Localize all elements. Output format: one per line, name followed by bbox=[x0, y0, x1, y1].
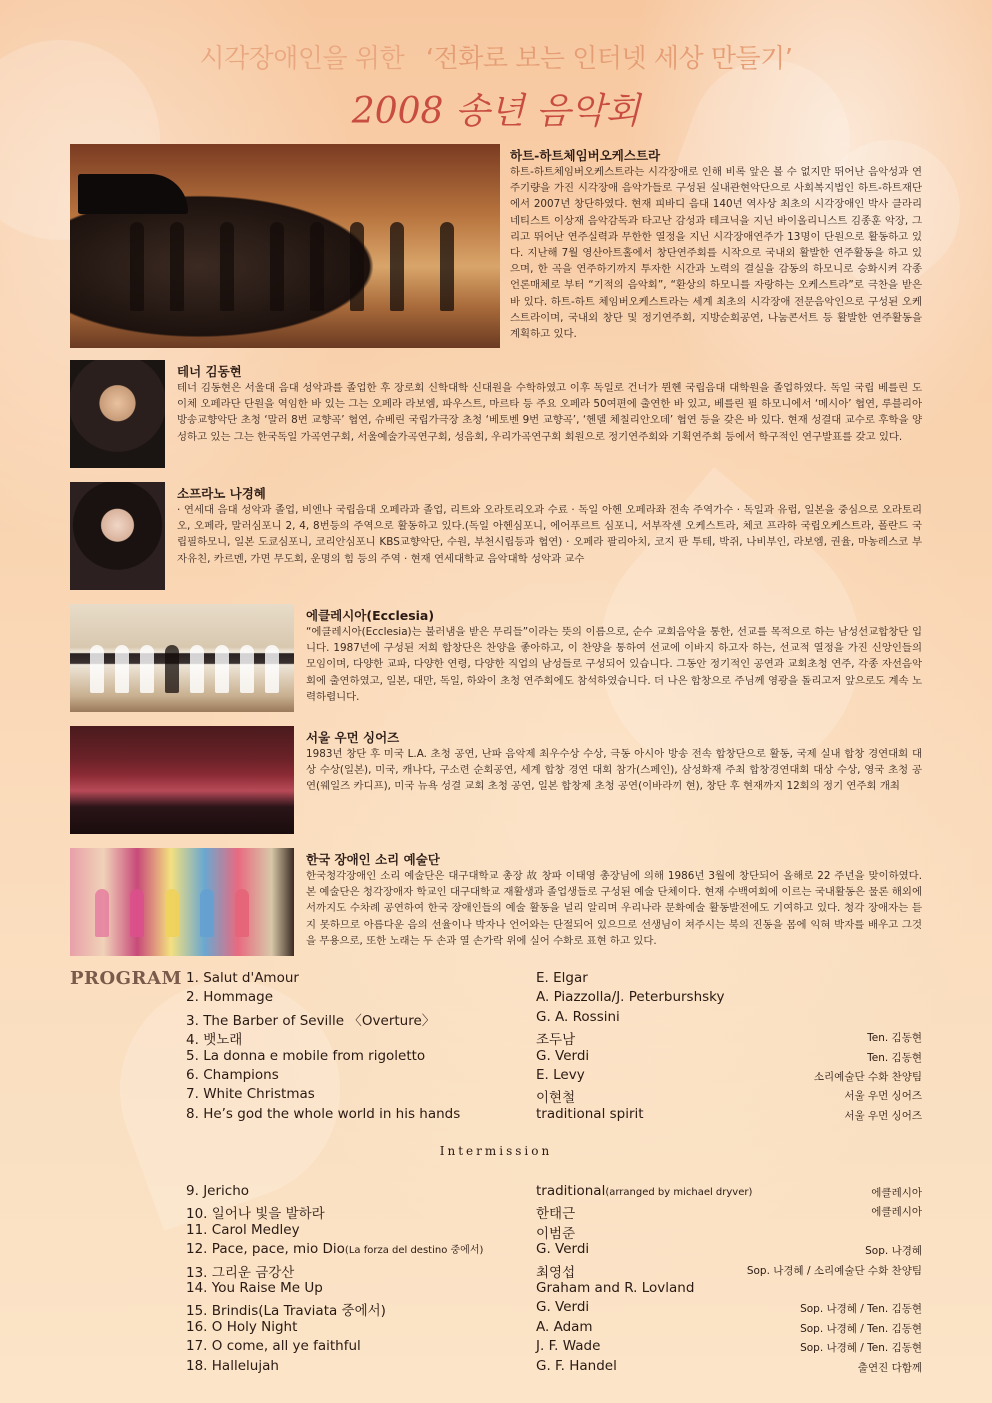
program-item-number: 16. bbox=[186, 1318, 208, 1335]
section-seoul-women-singers bbox=[70, 726, 922, 834]
program-item-performer: 서울 우먼 싱어즈 bbox=[844, 1090, 922, 1103]
program-item-number: 11. bbox=[186, 1221, 208, 1238]
program-item-number: 4. bbox=[186, 1032, 199, 1049]
program-item-composer-text: E. Elgar bbox=[536, 970, 588, 986]
program-item-composer-text: G. F. Handel bbox=[536, 1357, 617, 1374]
section-body: 테너 김동현은 서울대 음대 성악과를 졸업한 후 장로회 신학대학 신대원을 수학하였고 이후 독일로 건너가 뮌헨 국립음대 대학원을 졸업하였다. 독일 국립 베를린 도이체 오페라단 단원을 역임한 바 있는 그는 오페라 라보엠, 파우스트, 마르타 등 주요 오페라 50여편에 출연한 바 있고, 베를린 필 하모니에서 ‘메시아’ 협연, 루블리아 방송교향악단 초청 ‘말러 8번 교향곡’ 협연, 슈베린 국립가극장 초청 ‘베토벤 9번 교향곡’, ‘헨델 체칠리안오데’ 협연 등을 갖은 바 있다. 현재 성결대 교수로 후학을 양성하고 있는 그는 한국독일 가곡연구회, 서울예술가곡연구회, 성음회, 우리가곡연구회 회원으로 정기연주회와 기획연주회 등에서 학구적인 연구발표를 갖고 있다. bbox=[177, 382, 922, 443]
program-item-title bbox=[186, 1261, 294, 1281]
program-item-number: 12. bbox=[186, 1241, 208, 1258]
program-item-composer bbox=[536, 1222, 575, 1242]
program-item-composer bbox=[536, 970, 588, 986]
program-item-title-text: Jericho bbox=[203, 1183, 250, 1199]
section-korean-sori-troupe bbox=[70, 848, 922, 956]
program-item-performer: Sop. 나경혜 / Ten. 김동현 bbox=[800, 1303, 922, 1316]
program-item-composer-text: traditional bbox=[536, 1183, 606, 1199]
program-item-title bbox=[186, 1299, 386, 1319]
program-item-title bbox=[186, 1106, 460, 1122]
program-item-performer: 출연진 다함께 bbox=[857, 1361, 922, 1374]
program-item bbox=[70, 1299, 922, 1318]
section-body: 하트-하트체임버오케스트라는 시각장애로 인해 비록 앞은 볼 수 없지만 뛰어난 음악성과 연주기량을 가진 시각장애 음악가들로 구성된 실내관현악단으로 사회복지법인 하트-하트재단에서 2007년 창단하였다. 현재 피바디 음대 140년 역사상 최초의 시각장애인 박사 클라리네티스트 이상재 음악감독과 타고난 감성과 테크닉을 지닌 바이올리니스트 김종훈 악장, 그리고 뛰어난 연주실력과 무한한 열정을 지닌 시각장애연주가 13명이 단원으로 활동하고 있다. 지난해 7월 영산아트홀에서 창단연주회를 시작으로 국내외 활발한 연주활동을 하고 있으며, 한 곡을 연주하기까지 투자한 시간과 노력의 결실을 감동의 하모니로 승화시켜 각종 언론매체로 부터 “기적의 음악회”, “환상의 하모니를 자랑하는 오케스트라”로 극찬을 받은 바 있다. 하트-하트 체임버오케스트라는 세계 최초의 시각장애 전문음악인으로 구성된 오케스트라이며, 국내외 창단 및 정기연주회, 지방순회공연, 나눔콘서트 등 활발한 연주활동을 계획하고 있다. bbox=[510, 166, 922, 341]
program-item-composer-text: G. Verdi bbox=[536, 1299, 590, 1316]
subtitle bbox=[0, 38, 992, 75]
program-item bbox=[70, 1280, 922, 1299]
program-item-performer: Sop. 나경혜 / Ten. 김동현 bbox=[800, 1342, 922, 1355]
subtitle-prefix: 시각장애인을 위한 bbox=[199, 44, 405, 74]
section-title: 하트-하트체임버오케스트라 bbox=[510, 148, 661, 163]
program-item-number: 2. bbox=[186, 989, 199, 1006]
program-item-title-text: 그리운 금강산 bbox=[211, 1264, 295, 1281]
program-item-composer bbox=[536, 989, 725, 1005]
program-item-composer bbox=[536, 1299, 589, 1315]
section-soprano bbox=[70, 482, 922, 590]
program-label: PROGRAM bbox=[70, 968, 182, 989]
program-item-performer: Ten. 김동현 bbox=[867, 1051, 922, 1064]
program-item-title bbox=[186, 1338, 361, 1354]
program-item-title-text: Hommage bbox=[203, 989, 274, 1006]
program-item-composer-text: Graham and R. Lovland bbox=[536, 1280, 695, 1296]
section-body: 1983년 창단 후 미국 L.A. 초청 공연, 난파 음악제 최우수상 수상, 극동 아시아 방송 전속 합창단으로 활동, 국제 실내 합창 경연대회 대상 수상(일본), 미국, 캐나다, 구소련 순회공연, 세계 합창 경연 대회 참가(스페인), 삼성화재 주최 합창경연대회 대상 수상, 영국 초청 공연(웨일즈 카디프), 미국 뉴욕 성결 교회 초청 공연, 일본 합창제 초청 공연(이바라끼 현), 창단 후 현재까지 12회의 정기 연주회 개최 bbox=[306, 748, 922, 793]
program-item bbox=[70, 1106, 922, 1125]
program-item-number: 14. bbox=[186, 1280, 208, 1296]
program-item-performer: 에클레시아 bbox=[871, 1187, 922, 1199]
program-item-title bbox=[186, 1067, 279, 1083]
section-body: · 연세대 음대 성악과 졸업, 비엔나 국립음대 오페라과 졸업, 리트와 오라토리오과 수료 · 독일 아헨 오페라좌 전속 주역가수 · 독일과 유럽, 일본을 중심으로 오라토리오, 오페라, 말러심포니 2, 4, 8번등의 주역으로 활동하고 있다.(독일 아헨심포니, 에어푸르트 심포니, 서부작센 오케스트라, 체코 프라하 국립오케스트라, 폴란드 국립필하모니, 일본 도쿄심포니, 코리안심포니 KBS교향악단, 수원, 부천시립등과 협연) · 오페라 팔리아치, 코지 판 투테, 박쥐, 나비부인, 라보엠, 권율, 마농레스코 부자유친, 카르멘, 가면 무도회, 운명의 힘 등의 주역 · 현재 연세대학교 음악대학 성악과 교수 bbox=[177, 504, 922, 565]
program-item bbox=[70, 1261, 922, 1280]
program-item bbox=[70, 1202, 922, 1221]
program-item-composer-note: (arranged by michael dryver) bbox=[605, 1187, 753, 1198]
section-tenor bbox=[70, 360, 922, 468]
program-item-composer bbox=[536, 1202, 575, 1222]
seoul-women-singers-photo bbox=[70, 726, 294, 834]
program-item bbox=[70, 1183, 922, 1202]
program-item-performer: 에클레시아 bbox=[871, 1206, 922, 1219]
program-item-title bbox=[186, 1202, 325, 1222]
program-item-composer-text: A. Piazzolla/J. Peterburshsky bbox=[536, 989, 725, 1006]
page-title: 2008 송년 음악회 bbox=[351, 91, 641, 132]
section-body: 한국청각장애인 소리 예술단은 대구대학교 총장 故 창파 이태영 총장님에 의해 1986년 3월에 창단되어 올해로 22 주년을 맞이하였다. 본 예술단은 청각장애자 학교인 대구대학교 재활생과 졸업생들로 구성된 예술 단체이다. 현재 수백여회에 이르는 국내활동은 물론 해외에서까지도 수차례 공연하여 한국 장애인들의 예술 활동을 널리 알리며 우리나라 문화예술 활동발전에도 기여하고 있다. 청각 장애자는 듣지 못하므로 아름다운 음의 선율이나 박자나 언어와는 단절되어 있으므로 선생님이 쳐주시는 북의 진동을 몸에 익혀 박자를 배우고 그것을 무용으로, 또한 노래는 두 손과 열 손가락 위에 실어 수화로 표현 하고 있다. bbox=[306, 870, 922, 947]
section-title: 에클레시아(Ecclesia) bbox=[306, 608, 435, 623]
program-item-composer bbox=[536, 1009, 620, 1025]
program-item-title bbox=[186, 989, 273, 1005]
program-item-composer bbox=[536, 1067, 585, 1083]
program-item-title-text: Champions bbox=[203, 1067, 279, 1083]
section-heart-heart-orchestra bbox=[70, 144, 922, 348]
program-item-number: 15. bbox=[186, 1303, 208, 1320]
program-item-composer bbox=[536, 1338, 600, 1354]
program-item-composer-text: G. Verdi bbox=[536, 1047, 590, 1064]
program-item-composer bbox=[536, 1241, 589, 1257]
program-item-composer-text: 이범준 bbox=[536, 1225, 576, 1242]
program-item-title bbox=[186, 1009, 435, 1029]
program-item bbox=[70, 989, 922, 1008]
program-item-title-text: 뱃노래 bbox=[203, 1032, 243, 1049]
soprano-photo bbox=[70, 482, 165, 590]
program-item-number: 1. bbox=[186, 970, 199, 986]
piano-shape bbox=[78, 174, 188, 214]
program-item bbox=[70, 1028, 922, 1047]
program-item-composer-text: G. A. Rossini bbox=[536, 1008, 620, 1025]
program-item bbox=[70, 970, 922, 989]
program-item-number: 6. bbox=[186, 1067, 199, 1083]
program-item-title bbox=[186, 1028, 242, 1048]
ecclesia-photo bbox=[70, 604, 294, 712]
intermission-label: Intermission bbox=[439, 1144, 553, 1158]
program-item-performer: Ten. 김동현 bbox=[867, 1032, 922, 1045]
program-item-composer bbox=[536, 1319, 593, 1335]
sori-troupe-photo bbox=[70, 848, 294, 956]
program-item-number: 13. bbox=[186, 1264, 208, 1281]
program-item-composer bbox=[536, 1358, 617, 1374]
program-item-title-note: (La forza del destino 중에서) bbox=[344, 1245, 484, 1257]
subtitle-quote: ‘전화로 보는 인터넷 세상 만들기’ bbox=[425, 44, 793, 74]
section-title: 한국 장애인 소리 예술단 bbox=[306, 852, 440, 867]
program-item-title bbox=[186, 970, 299, 986]
program-item-title-text: White Christmas bbox=[203, 1086, 315, 1103]
program-item-composer-text: E. Levy bbox=[536, 1067, 585, 1083]
program-item-title bbox=[186, 1358, 279, 1374]
program-item bbox=[70, 1338, 922, 1357]
program-item-title-text: Hallelujah bbox=[211, 1357, 279, 1374]
section-title: 테너 김동현 bbox=[177, 364, 242, 379]
section-ecclesia bbox=[70, 604, 922, 712]
program-item-number: 5. bbox=[186, 1047, 199, 1064]
program-item bbox=[70, 1241, 922, 1260]
program-item-composer bbox=[536, 1280, 694, 1296]
program-item-number: 17. bbox=[186, 1338, 208, 1355]
program-item bbox=[70, 1319, 922, 1338]
program-item-composer bbox=[536, 1028, 575, 1048]
program-item-title-text: Brindis(La Traviata 중에서) bbox=[211, 1303, 386, 1320]
program-item bbox=[70, 1009, 922, 1028]
section-body: “에클레시아(Ecclesia)는 불러냄을 받은 무리들”이라는 뜻의 이름으로, 순수 교회음악을 통한, 선교를 목적으로 하는 남성선교합창단 입니다. 1987년에 구성된 저희 합창단은 찬양을 좋아하고, 이 찬양을 통하여 선교에 이바지 하고자 하는, 선교적 열정을 가진 신앙인들의 모임이며, 다양한 교파, 다양한 연령, 다양한 직업의 남성들로 구성되어 있습니다. 그동안 정기적인 공연과 교회초청 연주, 각종 자선음악회에 출연하였고, 일본, 대만, 독일, 하와이 초청 연주회에도 참석하였습니다. 더 나은 합창으로 주님께 영광을 돌리고저 앞으로도 계속 노력하렵니다. bbox=[306, 626, 922, 703]
program-item-title-text: The Barber of Seville 〈Overture〉 bbox=[203, 1012, 436, 1029]
program-item-composer bbox=[536, 1086, 575, 1106]
program-item-title-text: O come, all ye faithful bbox=[211, 1338, 361, 1355]
program-item-composer-text: 이현철 bbox=[536, 1090, 576, 1107]
page-header bbox=[0, 38, 992, 134]
program-item-title bbox=[186, 1319, 297, 1335]
program-item-composer-text: J. F. Wade bbox=[536, 1338, 601, 1355]
program-item-title-text: La donna e mobile from rigoletto bbox=[203, 1047, 426, 1064]
program-item-title bbox=[186, 1280, 323, 1296]
program-item-composer-text: A. Adam bbox=[536, 1318, 593, 1335]
program-item-performer: 소리예술단 수화 찬양팀 bbox=[813, 1071, 922, 1083]
program-item-number: 18. bbox=[186, 1357, 208, 1374]
tenor-photo bbox=[70, 360, 165, 468]
section-title: 소프라노 나경혜 bbox=[177, 486, 266, 501]
program-item-title bbox=[186, 1048, 425, 1064]
program-item-title bbox=[186, 1086, 315, 1102]
program-item-title bbox=[186, 1241, 483, 1257]
program-item-number: 9. bbox=[186, 1183, 199, 1199]
program-item-performer: Sop. 나경혜 / Ten. 김동현 bbox=[800, 1322, 922, 1335]
program-item-composer-text: G. Verdi bbox=[536, 1241, 590, 1258]
program-item-performer: 서울 우먼 싱어즈 bbox=[844, 1109, 922, 1122]
program-item-performer: Sop. 나경혜 / 소리예술단 수화 찬양팀 bbox=[746, 1264, 922, 1277]
program-item bbox=[70, 1048, 922, 1067]
program-item-title bbox=[186, 1183, 249, 1199]
program-item-composer bbox=[536, 1048, 589, 1064]
program-item-title-text: He’s god the whole world in his hands bbox=[203, 1105, 461, 1122]
program-item-title-text: Salut d'Amour bbox=[203, 970, 299, 986]
program-item-composer-text: traditional spirit bbox=[536, 1105, 644, 1122]
program-item-title-text: Carol Medley bbox=[211, 1221, 300, 1238]
program-item bbox=[70, 1086, 922, 1105]
program-item-composer bbox=[536, 1106, 644, 1122]
program-item bbox=[70, 1222, 922, 1241]
program-item-title-text: O Holy Night bbox=[211, 1318, 298, 1335]
program-item-composer bbox=[536, 1261, 575, 1281]
program-item-title-text: 일어나 빛을 발하라 bbox=[211, 1206, 325, 1223]
program-item-number: 7. bbox=[186, 1086, 199, 1103]
program-item-title-text: You Raise Me Up bbox=[211, 1280, 323, 1296]
program-item-composer-text: 한태근 bbox=[536, 1206, 576, 1223]
program-item-composer-text: 조두남 bbox=[536, 1032, 576, 1049]
program-item-number: 3. bbox=[186, 1012, 199, 1029]
program-item bbox=[70, 1067, 922, 1086]
program-item-performer: Sop. 나경혜 bbox=[865, 1245, 922, 1258]
program-item-title bbox=[186, 1222, 300, 1238]
orchestra-photo bbox=[70, 144, 500, 348]
program-item-composer-text: 최영섭 bbox=[536, 1264, 576, 1281]
program-item bbox=[70, 1358, 922, 1377]
program-item-title-text: Pace, pace, mio Dio bbox=[211, 1241, 345, 1258]
program-item-number: 10. bbox=[186, 1206, 208, 1223]
section-title: 서울 우먼 싱어즈 bbox=[306, 730, 400, 745]
program-item-composer bbox=[536, 1183, 752, 1199]
program-item-number: 8. bbox=[186, 1105, 199, 1122]
